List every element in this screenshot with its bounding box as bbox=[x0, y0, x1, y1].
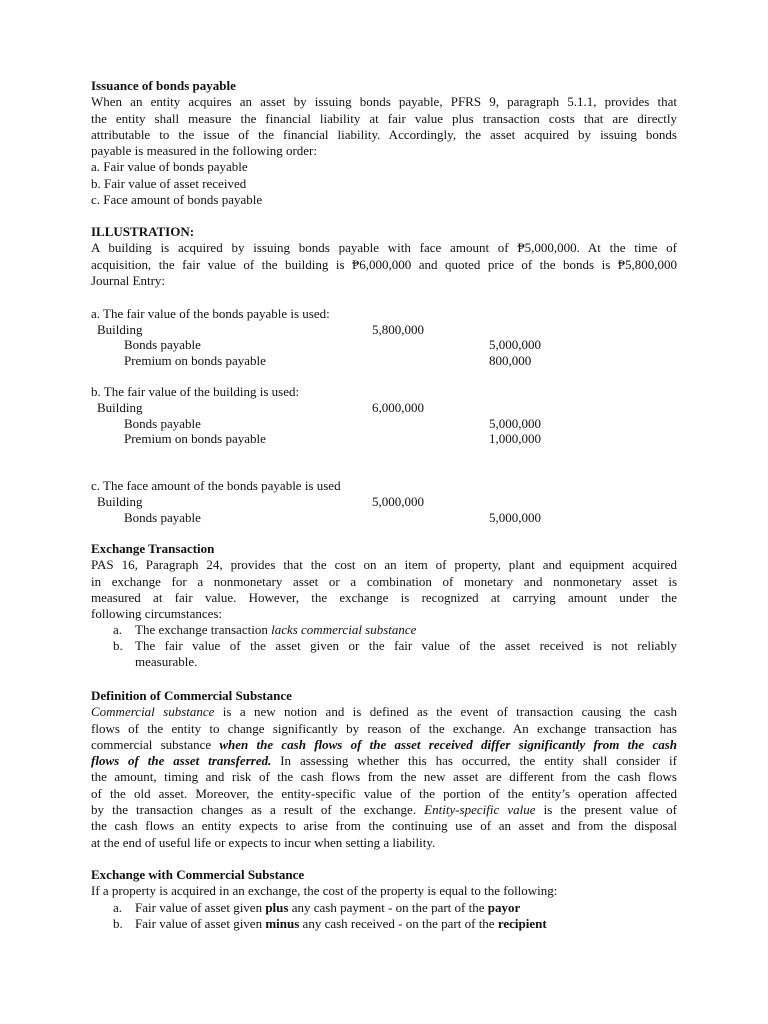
paragraph-line: following circumstances: bbox=[91, 606, 223, 622]
paragraph-line: flows of the entity to change significantly by reason of the exchange. An exchange transaction has bbox=[91, 720, 677, 736]
paragraph-line: the entity shall measure the financial liability at fair value plus transaction costs that are directly bbox=[91, 110, 677, 126]
debit-account: Building bbox=[97, 494, 143, 509]
text-run: is the present value of bbox=[535, 802, 678, 818]
paragraph-line bbox=[91, 802, 677, 818]
text-run: In assessing whether this has occurred, the entity shall consider if bbox=[271, 753, 677, 769]
section-exchange-transaction bbox=[91, 541, 677, 622]
section-exchange-with-commercial-substance bbox=[91, 867, 677, 900]
list-item: The fair value of the asset given or the fair value of the asset received is not reliably bbox=[135, 638, 677, 653]
paragraph-line: in exchange for a nonmonetary asset or a combination of monetary and nonmonetary asset is bbox=[91, 573, 677, 589]
paragraph-line: If a property is acquired in an exchange, the cost of the property is equal to the following: bbox=[91, 883, 558, 899]
paragraph-line bbox=[91, 737, 677, 753]
italic-term: Entity-specific value bbox=[424, 802, 536, 818]
paragraph-line: acquisition, the fair value of the building is ₱6,000,000 and quoted price of the bonds is ₱5,800,000 bbox=[91, 256, 677, 272]
list-marker: b. bbox=[113, 638, 123, 653]
credit-amount: 5,000,000 bbox=[489, 416, 541, 431]
section-definition-commercial-substance bbox=[91, 688, 677, 851]
debit-amount: 6,000,000 bbox=[372, 400, 424, 415]
paragraph-line: the cash flows an entity expects to arise from the continuing use of an asset and from the disposal bbox=[91, 818, 677, 834]
bold-italic-run: flows of the asset transferred. bbox=[91, 753, 272, 769]
paragraph-line: payable is measured in the following order: bbox=[91, 143, 317, 159]
credit-amount: 5,000,000 bbox=[489, 510, 541, 525]
section-title: Exchange Transaction bbox=[91, 541, 215, 556]
credit-amount: 5,000,000 bbox=[489, 337, 541, 352]
text-run: any cash payment - on the part of the bbox=[288, 900, 488, 915]
circumstances-list bbox=[113, 622, 677, 670]
list-item bbox=[135, 900, 677, 916]
debit-account: Building bbox=[97, 322, 143, 337]
list-item-text: The exchange transaction bbox=[135, 622, 272, 637]
bold-italic-run: when the cash flows of the asset received differ significantly from the cash bbox=[219, 736, 677, 752]
entry-heading: b. The fair value of the building is used: bbox=[91, 384, 300, 399]
debit-amount: 5,000,000 bbox=[372, 494, 424, 509]
entry-heading: a. The fair value of the bonds payable is used: bbox=[91, 306, 330, 321]
text-run: is a new notion and is defined as the event of transaction causing the cash bbox=[214, 704, 677, 720]
paragraph-line: PAS 16, Paragraph 24, provides that the cost on an item of property, plant and equipment acquired bbox=[91, 557, 677, 573]
paragraph-line: at the end of useful life or expects to incur when setting a liability. bbox=[91, 834, 436, 850]
text-run: by the transaction changes as a result of the exchange. bbox=[91, 802, 425, 818]
text-run: Fair value of asset given bbox=[135, 916, 266, 931]
paragraph-line: When an entity acquires an asset by issuing bonds payable, PFRS 9, paragraph 5.1.1, provides that bbox=[91, 94, 677, 110]
paragraph-line bbox=[91, 704, 677, 720]
credit-account: Bonds payable bbox=[124, 337, 201, 352]
paragraph-line: measured at fair value. However, the exchange is recognized at carrying amount under the bbox=[91, 589, 677, 605]
paragraph-line: attributable to the issue of the financial liability. Accordingly, the asset acquired by issuing bonds bbox=[91, 126, 677, 142]
bold-run: minus bbox=[265, 916, 300, 931]
bold-run: payor bbox=[487, 900, 521, 915]
bold-run: plus bbox=[265, 900, 289, 915]
credit-amount: 800,000 bbox=[489, 353, 532, 368]
debit-amount: 5,800,000 bbox=[372, 322, 424, 337]
bold-run: recipient bbox=[497, 916, 547, 931]
entry-heading: c. The face amount of the bonds payable is used bbox=[91, 478, 341, 493]
section-illustration bbox=[91, 224, 677, 289]
section-title: Issuance of bonds payable bbox=[91, 78, 236, 93]
italic-term: Commercial substance bbox=[91, 704, 215, 720]
list-item: a. Fair value of bonds payable bbox=[91, 159, 248, 175]
list-item: c. Face amount of bonds payable bbox=[91, 192, 263, 208]
list-marker: b. bbox=[113, 916, 123, 931]
credit-account: Premium on bonds payable bbox=[124, 431, 266, 446]
cost-rules-list bbox=[113, 900, 677, 934]
debit-account: Building bbox=[97, 400, 143, 415]
credit-account: Bonds payable bbox=[124, 416, 201, 431]
credit-amount: 1,000,000 bbox=[489, 431, 541, 446]
paragraph-line: the amount, timing and risk of the cash flows from the new asset are different from the cash flows bbox=[91, 769, 677, 785]
section-title: Definition of Commercial Substance bbox=[91, 688, 292, 703]
text-run: commercial substance bbox=[91, 736, 220, 752]
text-run: Fair value of asset given bbox=[135, 900, 266, 915]
list-item-continued: measurable. bbox=[135, 654, 198, 669]
section-issuance-of-bonds bbox=[91, 78, 677, 208]
credit-account: Bonds payable bbox=[124, 510, 201, 525]
list-item bbox=[135, 622, 677, 638]
paragraph-line bbox=[91, 753, 677, 769]
list-item bbox=[135, 916, 677, 932]
list-marker: a. bbox=[113, 622, 123, 637]
list-item-italic: lacks commercial substance bbox=[271, 622, 417, 637]
text-run: any cash received - on the part of the bbox=[299, 916, 498, 931]
section-title: ILLUSTRATION: bbox=[91, 224, 195, 239]
paragraph-line: A building is acquired by issuing bonds payable with face amount of ₱5,000,000. At the time of bbox=[91, 240, 677, 256]
credit-account: Premium on bonds payable bbox=[124, 353, 266, 368]
section-title: Exchange with Commercial Substance bbox=[91, 867, 305, 882]
paragraph-line: of the old asset. Moreover, the entity-specific value of the portion of the entity’s operation affected bbox=[91, 785, 677, 801]
paragraph-line: Journal Entry: bbox=[91, 272, 166, 288]
list-item: b. Fair value of asset received bbox=[91, 175, 247, 191]
list-marker: a. bbox=[113, 900, 123, 915]
